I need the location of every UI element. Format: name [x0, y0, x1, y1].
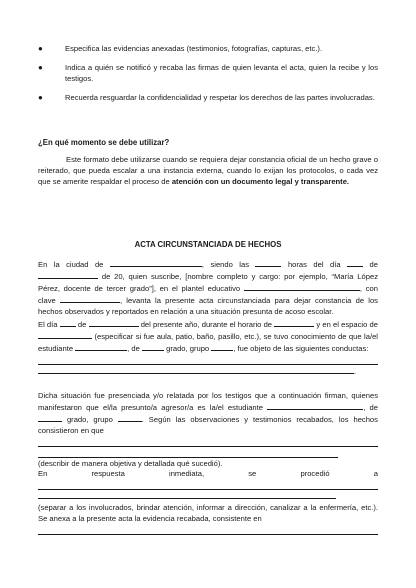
form-text: , levanta la presente acta circunstanciada para dejar constancia de los hechos observados y reportados en relación a una situación presunta de acoso escolar. — [38, 296, 378, 316]
acta-paragraph-4 — [38, 468, 378, 535]
bullet-icon: ● — [38, 63, 43, 72]
action-line[interactable] — [38, 479, 378, 490]
bullet-text: Indica a quién se notificó y recaba las firmas de quien levanta el acta, quien la recibe y los testigos. — [65, 63, 378, 83]
location-blank[interactable] — [38, 330, 92, 339]
section-heading: ¿En qué momento se debe utilizar? — [38, 138, 170, 147]
city-blank[interactable] — [110, 258, 202, 267]
incident-month-blank[interactable] — [89, 318, 139, 327]
day-blank[interactable] — [347, 258, 363, 267]
facts-line-end[interactable] — [38, 447, 338, 458]
instructions-list — [38, 43, 378, 111]
form-text: Dicha situación fue presenciada y/o relatada por los testigos que a continuación firman, quienes manifestaron que el/la presunto/a agresor/a es la/el estudiante — [38, 391, 378, 412]
facts-line[interactable] — [38, 436, 378, 447]
bullet-icon: ● — [38, 93, 43, 102]
form-text: (describir de manera objetiva y detallada qué sucedió). — [38, 459, 223, 468]
incident-day-blank[interactable] — [60, 318, 76, 327]
acta-paragraph-2 — [38, 318, 378, 377]
form-text: , de — [363, 403, 378, 412]
list-item — [38, 62, 378, 84]
conduct-line[interactable] — [38, 354, 378, 365]
conduct-line-row — [38, 365, 378, 377]
bullet-text: Especifica las evidencias anexadas (testimonios, fotografías, capturas, etc.). — [65, 44, 323, 53]
conduct-line-end[interactable] — [38, 365, 357, 376]
schedule-blank[interactable] — [274, 318, 314, 327]
form-text: (separar a los involucrados, brindar atención, informar a dirección, canalizar a la enfermería, etc.). Se anexa a la presente acta la evidencia recabada, consistente en — [38, 503, 378, 523]
form-text: . Según las observaciones y testimonios recabados, los hechos consistieron en que — [38, 415, 378, 435]
hour-blank[interactable] — [255, 258, 281, 267]
list-item — [38, 92, 378, 103]
bullet-text: Recuerda resguardar la confidencialidad y respetar los derechos de las partes involucradas. — [65, 93, 375, 102]
group-blank[interactable] — [211, 342, 233, 351]
evidence-line[interactable] — [38, 524, 378, 535]
acta-title: ACTA CIRCUNSTANCIADA DE HECHOS — [134, 240, 282, 249]
form-text: . — [354, 367, 357, 376]
paragraph-bold-text: atención con un documento legal y transparente. — [171, 177, 350, 186]
school-key-blank[interactable] — [60, 294, 120, 303]
form-text: grado, grupo — [166, 344, 210, 353]
form-text: de 20, quien suscribe, [nombre completo y cargo: por ejemplo, “María López Pérez, docente de tercer grado”], en el plantel educativo — [38, 272, 378, 293]
action-line-end[interactable] — [38, 490, 336, 499]
form-text: , de — [127, 344, 140, 353]
school-blank[interactable] — [244, 282, 360, 291]
form-text: horas del día — [287, 260, 341, 269]
grade-blank[interactable] — [142, 342, 164, 351]
form-text: (especificar si fue aula, patio, baño, pasillo, etc.), se tuvo conocimiento de que la/el estudiante — [38, 332, 378, 353]
form-text: de — [369, 260, 378, 269]
form-text: En respuesta inmediata, se procedió a — [38, 469, 378, 478]
acta-paragraph-1 — [38, 258, 378, 317]
form-text: , con clave — [38, 284, 378, 305]
form-text: y en el espacio de — [316, 320, 378, 329]
form-text: , siendo las — [201, 260, 250, 269]
aggressor-grade-blank[interactable] — [38, 413, 62, 422]
aggressor-blank[interactable] — [267, 401, 363, 410]
form-text: de — [77, 320, 87, 329]
form-text: El día — [38, 320, 58, 329]
form-text: En la ciudad de — [38, 260, 104, 269]
month-blank[interactable] — [38, 270, 98, 279]
form-text: grado, grupo — [66, 415, 113, 424]
student-blank[interactable] — [75, 342, 127, 351]
section-paragraph — [38, 154, 378, 187]
action-line-row — [38, 490, 378, 502]
paragraph-text: Este formato debe utilizarse cuando se requiera dejar constancia oficial de un hecho grave o reiterado, que pueda escalar a una instancia externa, cuando lo exijan los protocolos, o cada vez que se amerite respaldar el proceso de — [38, 155, 378, 186]
acta-paragraph-3 — [38, 390, 378, 469]
form-text: del presente año, durante el horario de — [140, 320, 273, 329]
bullet-icon: ● — [38, 44, 43, 53]
list-item — [38, 43, 378, 54]
aggressor-group-blank[interactable] — [118, 413, 142, 422]
form-text: , fue objeto de las siguientes conductas: — [233, 344, 369, 353]
